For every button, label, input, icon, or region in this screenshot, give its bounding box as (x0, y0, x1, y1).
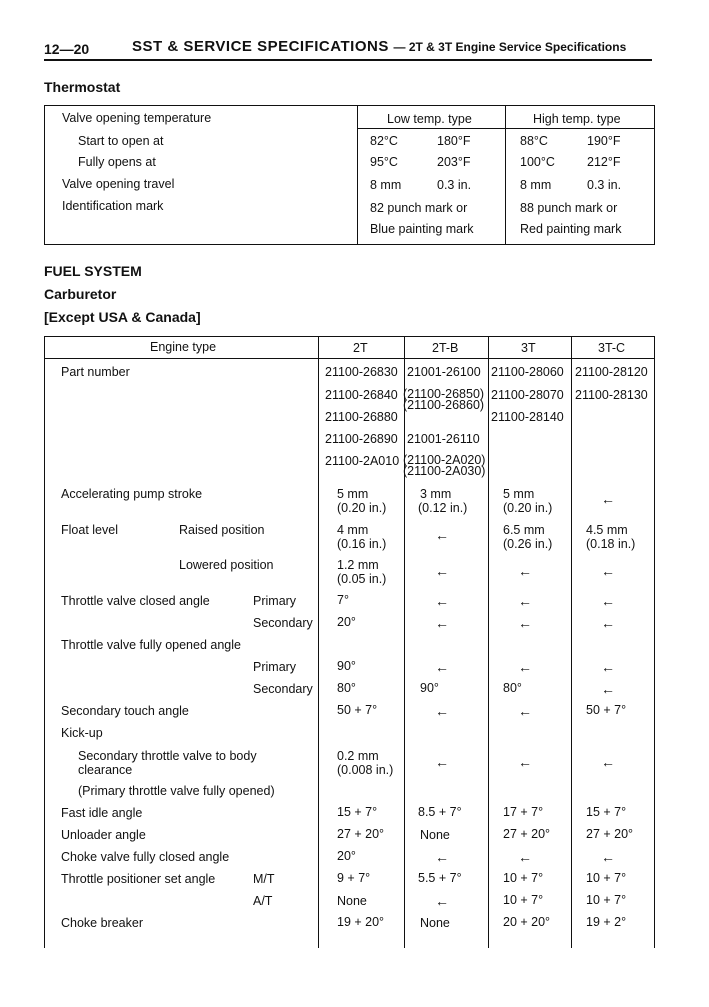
cell: 10 + 7° (586, 893, 627, 907)
thermo-divider-2 (505, 105, 506, 245)
cell: 20° (337, 615, 356, 629)
same-as-left-arrow: ← (601, 491, 615, 507)
cell: 100°C (520, 155, 555, 169)
cell: 82 punch mark or (370, 201, 468, 215)
cell: 6.5 mm (503, 523, 545, 537)
col-2t: 2T (353, 341, 368, 355)
cell: 17 + 7° (503, 805, 544, 819)
same-as-left-arrow: ← (601, 849, 615, 865)
cell: 190°F (587, 134, 621, 148)
same-as-left-arrow: ← (518, 754, 532, 770)
part-number: 21100-2A010 (325, 454, 400, 468)
same-as-left-arrow: ← (518, 703, 532, 719)
cell: 27 + 20° (337, 827, 385, 841)
cell: 20° (337, 849, 356, 863)
cell: 95°C (370, 155, 398, 169)
row-sublabel: Lowered position (179, 558, 274, 572)
col-high-temp: High temp. type (533, 112, 621, 126)
row-label: Start to open at (78, 134, 164, 148)
row-label: Fully opens at (78, 155, 156, 169)
same-as-left-arrow: ← (435, 659, 449, 675)
row-label: Throttle valve closed angle (61, 594, 210, 608)
cell: Red painting mark (520, 222, 622, 236)
cell: (0.20 in.) (337, 501, 387, 515)
same-as-left-arrow: ← (601, 659, 615, 675)
same-as-left-arrow: ← (518, 563, 532, 579)
cell: 19 + 20° (337, 915, 385, 929)
same-as-left-arrow: ← (435, 754, 449, 770)
cell: 7° (337, 593, 349, 607)
row-label: Choke breaker (61, 916, 143, 930)
cell: (0.26 in.) (503, 537, 553, 551)
col-divider (488, 336, 489, 948)
cell: 19 + 2° (586, 915, 627, 929)
cell: None (337, 894, 367, 908)
col-3t-c: 3T-C (598, 341, 626, 355)
cell: 3 mm (420, 487, 452, 501)
row-sublabel: clearance (78, 763, 133, 777)
cell: (0.05 in.) (337, 572, 387, 586)
cell: 15 + 7° (586, 805, 627, 819)
cell: 27 + 20° (503, 827, 551, 841)
row-sublabel: Primary (253, 594, 297, 608)
row-label: Throttle valve fully opened angle (61, 638, 241, 652)
same-as-left-arrow: ← (435, 593, 449, 609)
row-sublabel: Secondary (253, 682, 313, 696)
cell: 10 + 7° (503, 893, 544, 907)
same-as-left-arrow: ← (435, 527, 449, 543)
row-label: Secondary touch angle (61, 704, 189, 718)
part-number: 21100-26880 (325, 410, 398, 424)
part-number: 21001-26100 (407, 365, 481, 379)
part-number: 21100-28060 (491, 365, 564, 379)
col-2t-b: 2T-B (432, 341, 459, 355)
cell: (0.008 in.) (337, 763, 394, 777)
thermo-divider-1 (357, 105, 358, 245)
cell: 88 punch mark or (520, 201, 618, 215)
same-as-left-arrow: ← (601, 681, 615, 697)
col-divider (404, 336, 405, 948)
cell: 82°C (370, 134, 398, 148)
header-row-rule (44, 358, 655, 359)
same-as-left-arrow: ← (435, 893, 449, 909)
cell: 0.3 in. (437, 178, 472, 192)
row-label: Valve opening travel (62, 177, 175, 191)
part-number: (21100-2A020) (403, 453, 486, 467)
cell: 8.5 + 7° (418, 805, 462, 819)
cell: 27 + 20° (586, 827, 634, 841)
title-text: SST & SERVICE SPECIFICATIONS (132, 38, 389, 55)
row-label: Choke valve fully closed angle (61, 850, 230, 864)
part-number: (21100-2A030) (403, 464, 486, 478)
same-as-left-arrow: ← (435, 615, 449, 631)
same-as-left-arrow: ← (601, 615, 615, 631)
cell: 1.2 mm (337, 558, 379, 572)
header-rule (44, 59, 652, 61)
cell: (0.16 in.) (337, 537, 387, 551)
cell: 0.3 in. (587, 178, 622, 192)
col-engine-type: Engine type (150, 340, 217, 354)
cell: None (420, 828, 450, 842)
cell: 15 + 7° (337, 805, 378, 819)
cell: 203°F (437, 155, 471, 169)
fuel-system-heading: FUEL SYSTEM (44, 263, 142, 279)
row-sublabel: M/T (253, 872, 275, 886)
cell: Blue painting mark (370, 222, 474, 236)
part-number: 21100-28120 (575, 365, 648, 379)
cell: 10 + 7° (586, 871, 627, 885)
row-sublabel: A/T (253, 894, 273, 908)
row-label: Kick-up (61, 726, 103, 740)
cell: 90° (420, 681, 439, 695)
same-as-left-arrow: ← (601, 563, 615, 579)
cell: 9 + 7° (337, 871, 371, 885)
col-low-temp: Low temp. type (387, 112, 472, 126)
col-3t: 3T (521, 341, 536, 355)
cell: 20 + 20° (503, 915, 551, 929)
part-number: 21100-28140 (491, 410, 564, 424)
part-number: (21100-26850) (403, 387, 485, 401)
cell: 90° (337, 659, 356, 673)
part-number: 21100-26840 (325, 388, 398, 402)
row-label: Accelerating pump stroke (61, 487, 203, 501)
part-number: 21100-28070 (491, 388, 564, 402)
page-number: 12—20 (44, 41, 90, 57)
cell: 4 mm (337, 523, 369, 537)
part-number: 21001-26110 (407, 432, 480, 446)
cell: 5 mm (337, 487, 369, 501)
col-divider (571, 336, 572, 948)
cell: 80° (337, 681, 356, 695)
cell: (0.20 in.) (503, 501, 553, 515)
row-label: Float level (61, 523, 118, 537)
region-heading: [Except USA & Canada] (44, 309, 201, 325)
same-as-left-arrow: ← (435, 849, 449, 865)
row-sublabel: Secondary throttle valve to body (78, 749, 257, 763)
row-label: Throttle positioner set angle (61, 872, 216, 886)
thermo-header-rule (357, 128, 655, 129)
same-as-left-arrow: ← (601, 754, 615, 770)
cell: 50 + 7° (337, 703, 378, 717)
cell: 5 mm (503, 487, 535, 501)
part-number: 21100-26830 (325, 365, 398, 379)
row-note: (Primary throttle valve fully opened) (78, 784, 275, 798)
cell: 8 mm (370, 178, 402, 192)
part-number: 21100-28130 (575, 388, 648, 402)
cell: 80° (503, 681, 522, 695)
same-as-left-arrow: ← (518, 615, 532, 631)
row-sublabel: Secondary (253, 616, 313, 630)
row-sublabel: Raised position (179, 523, 265, 537)
row-label: Identification mark (62, 199, 164, 213)
same-as-left-arrow: ← (435, 703, 449, 719)
cell: None (420, 916, 450, 930)
cell: 180°F (437, 134, 471, 148)
carburetor-heading: Carburetor (44, 286, 117, 302)
page-subtitle: — 2T & 3T Engine Service Specifications (393, 40, 627, 54)
cell: 8 mm (520, 178, 552, 192)
cell: 212°F (587, 155, 621, 169)
row-label: Fast idle angle (61, 806, 143, 820)
part-number: (21100-26860) (403, 398, 485, 412)
same-as-left-arrow: ← (518, 593, 532, 609)
cell: (0.12 in.) (418, 501, 468, 515)
cell: (0.18 in.) (586, 537, 636, 551)
cell: 88°C (520, 134, 548, 148)
cell: 4.5 mm (586, 523, 628, 537)
cell: 50 + 7° (586, 703, 627, 717)
page-title (132, 40, 626, 54)
row-label: Valve opening temperature (62, 111, 212, 125)
cell: 0.2 mm (337, 749, 379, 763)
row-sublabel: Primary (253, 660, 297, 674)
same-as-left-arrow: ← (601, 593, 615, 609)
part-number: 21100-26890 (325, 432, 398, 446)
cell: 5.5 + 7° (418, 871, 462, 885)
same-as-left-arrow: ← (518, 849, 532, 865)
thermostat-heading: Thermostat (44, 79, 121, 95)
same-as-left-arrow: ← (435, 563, 449, 579)
row-label: Part number (61, 365, 130, 379)
row-label: Unloader angle (61, 828, 146, 842)
col-divider (318, 336, 319, 948)
same-as-left-arrow: ← (518, 659, 532, 675)
cell: 10 + 7° (503, 871, 544, 885)
